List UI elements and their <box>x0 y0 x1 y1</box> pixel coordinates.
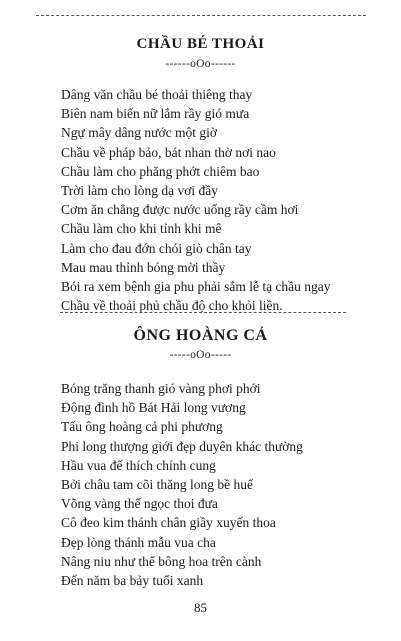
verse-list-chau-be-thoai <box>61 85 331 315</box>
verse-line: Chầu làm cho phăng phớt chiêm bao <box>61 163 260 179</box>
verse-line: Mau mau thỉnh bóng mời thầy <box>61 259 226 275</box>
verse-list-ong-hoang-ca <box>61 379 303 590</box>
verse-line: Làm cho đau đớn chói giò chân tay <box>61 240 252 256</box>
verse-line: Trời làm cho lòng dạ vơi đầy <box>61 182 219 198</box>
title-ornament: ------oOo------ <box>165 58 236 70</box>
top-divider <box>36 15 366 16</box>
verse-line: Đến năm ba bảy tuổi xanh <box>61 572 204 588</box>
verse-line: Phi long thượng giới đẹp duyên khác thường <box>61 438 303 454</box>
verse-line: Ngự mây dâng nước một giờ <box>61 125 218 141</box>
verse-line: Đẹp lòng thánh mẫu vua cha <box>61 534 216 550</box>
verse-line: Võng vàng thể ngọc thoi đưa <box>61 496 218 512</box>
section-title-ong-hoang-ca: ÔNG HOÀNG CẢ <box>133 327 268 344</box>
verse-line: Bởi châu tam cõi thăng long bề huế <box>61 476 253 492</box>
verse-line: Chầu làm cho khi tỉnh khi mê <box>61 221 222 237</box>
verse-line: Nâng niu như thể bông hoa trên cành <box>61 553 262 569</box>
verse-line: Động đình hồ Bát Hải long vương <box>61 400 246 416</box>
verse-line: Chầu về thoải phủ chầu độ cho khỏi liền. <box>61 298 283 314</box>
section-divider <box>60 312 346 313</box>
verse-line: Tấu ông hoàng cả phi phương <box>61 419 223 435</box>
verse-line: Chầu về pháp bảo, bát nhan thờ nơi nao <box>61 144 276 160</box>
verse-line: Dâng văn chầu bé thoải thiêng thay <box>61 87 253 102</box>
verse-line: Hầu vua đế thích chính cung <box>61 457 216 473</box>
verse-line: Bóng trăng thanh gió vàng phơi phới <box>61 381 261 396</box>
verse-line: Cơm ăn chẳng được nước uống rầy cầm hơi <box>61 202 299 218</box>
title-ornament: -----oOo----- <box>169 349 232 361</box>
section-title-chau-be-thoai: CHẦU BÉ THOẢI <box>136 36 265 52</box>
verse-line: Cô đeo kim thánh chân giầy xuyến thoa <box>61 515 276 531</box>
verse-line: Bói ra xem bệnh gia phu phải sắm lễ tạ chầu ngay <box>61 278 331 294</box>
page-number: 85 <box>194 600 207 615</box>
verse-line: Biên nam biến nữ lắm rầy gió mưa <box>61 106 250 122</box>
